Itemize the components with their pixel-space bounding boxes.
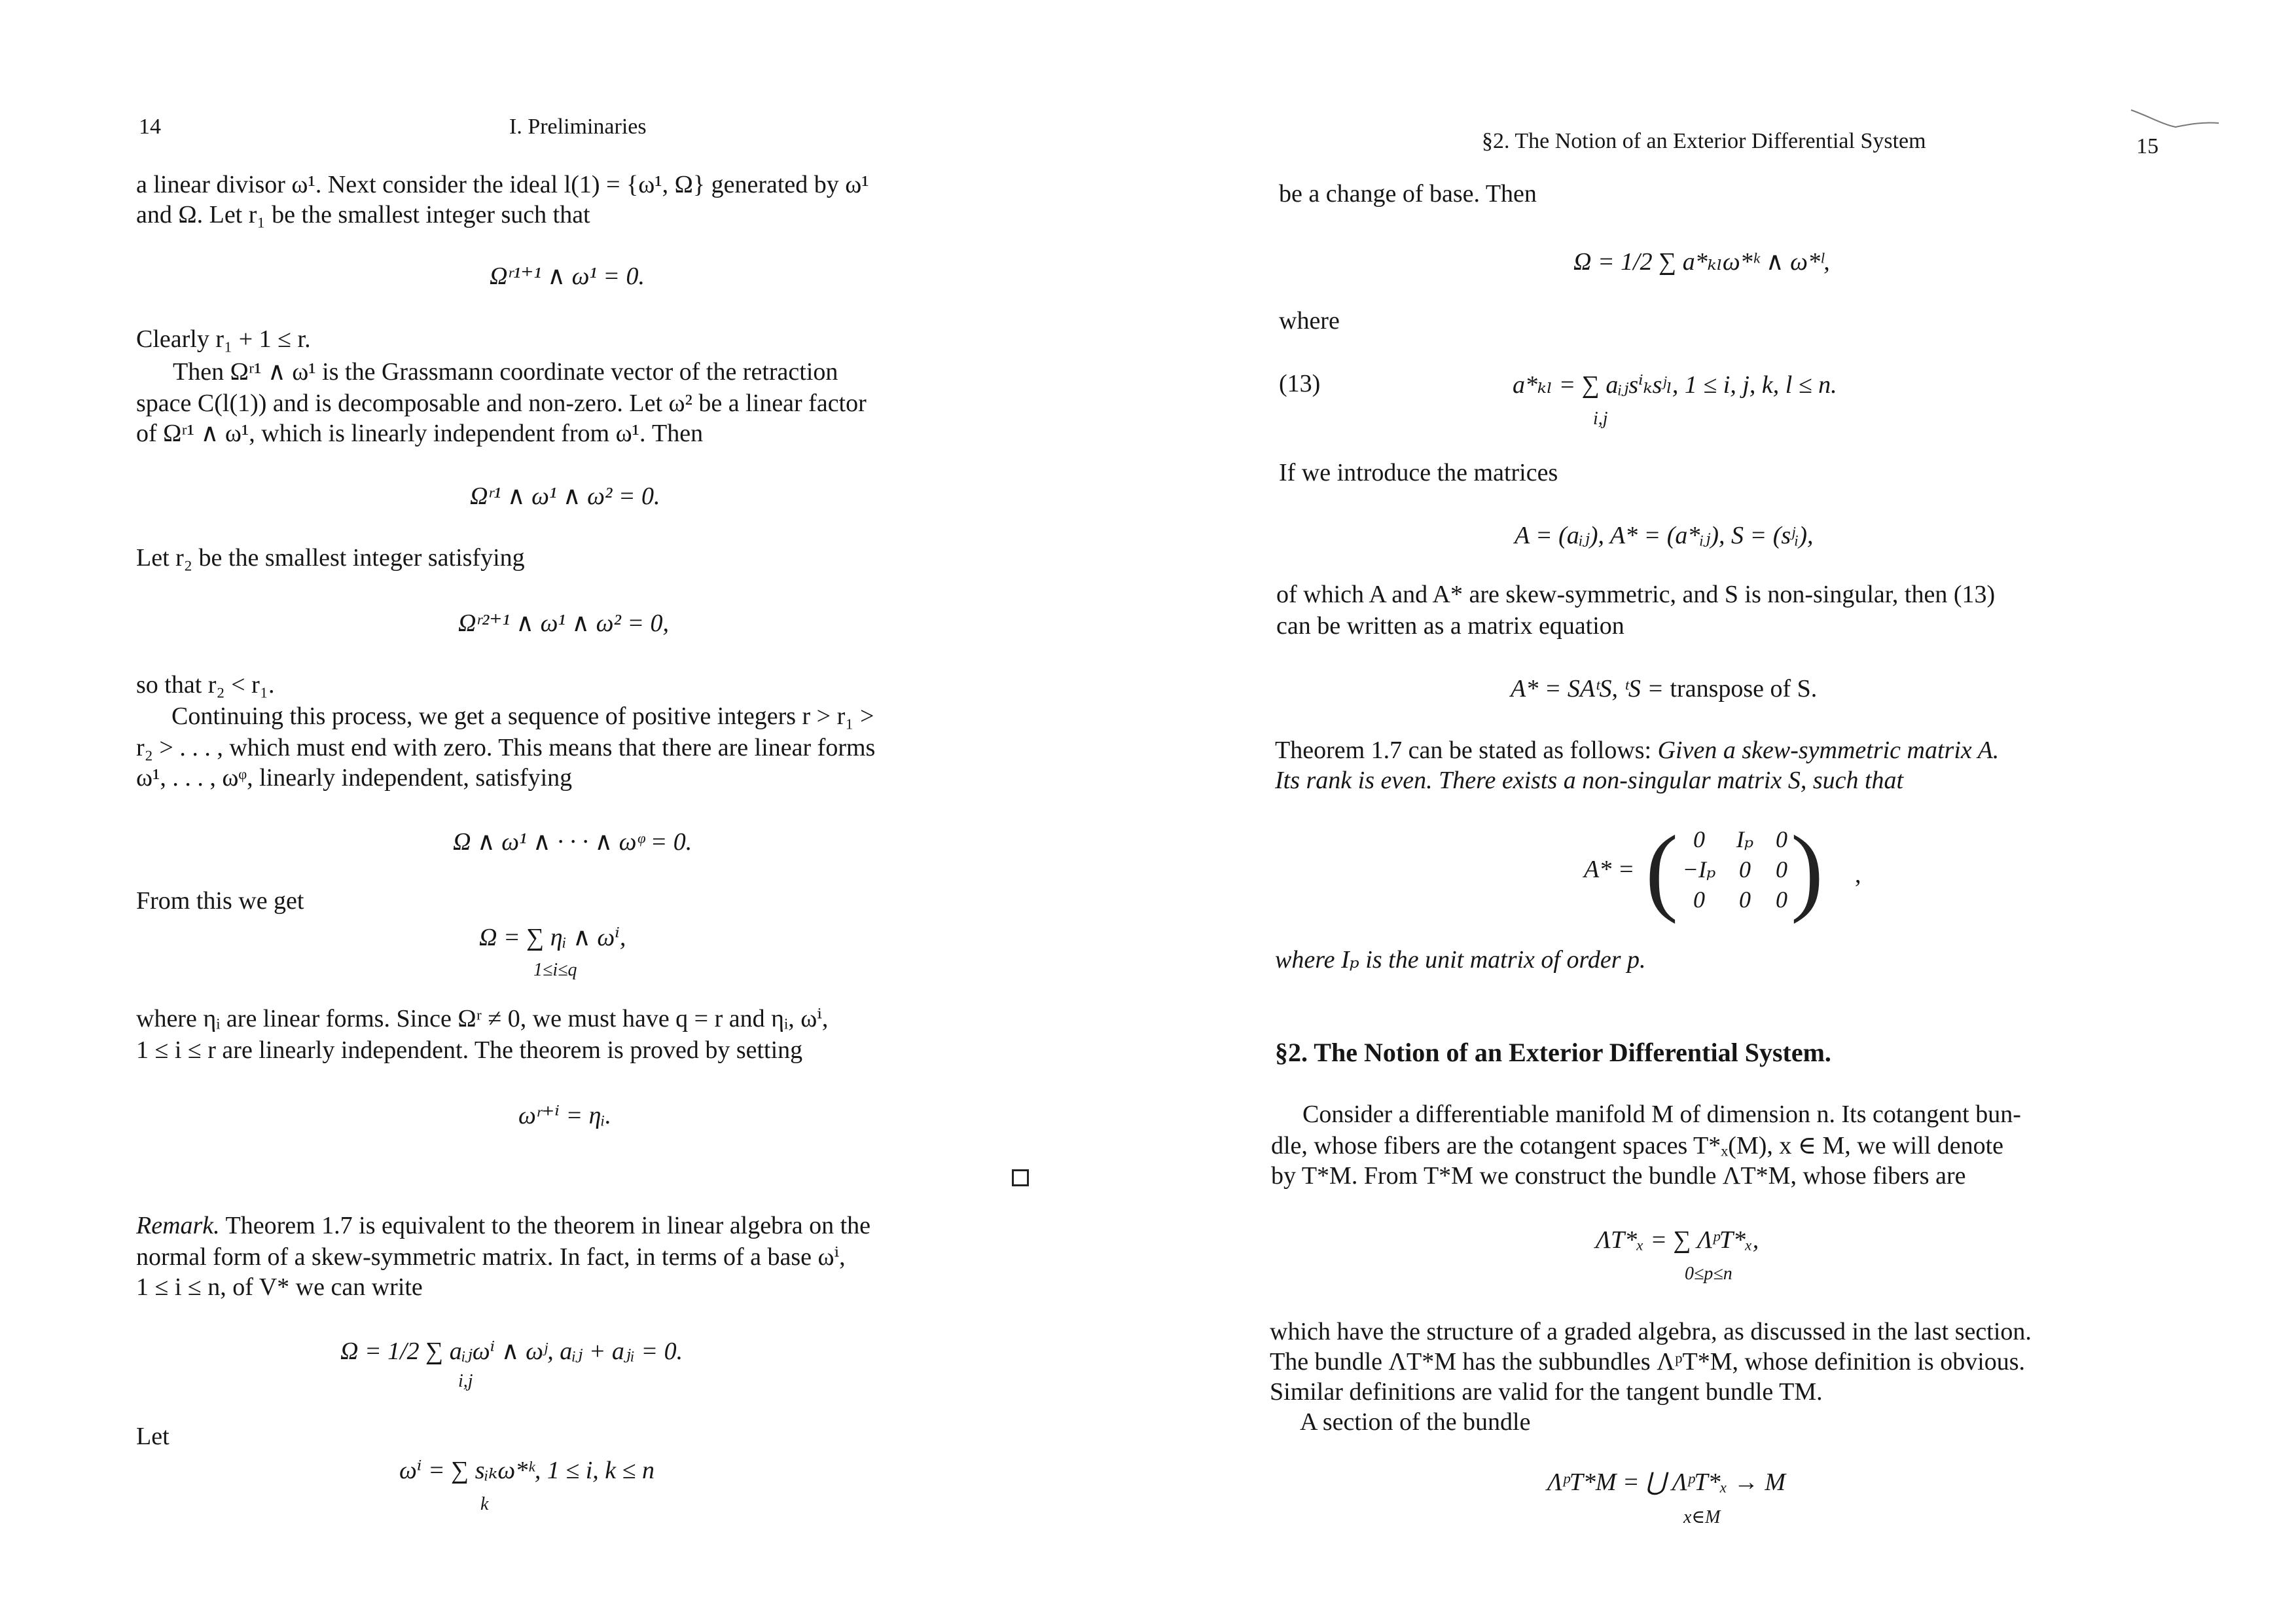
remark-text: Theorem 1.7 is equivalent to the theorem in linear algebra on the <box>219 1212 871 1239</box>
equation: Ω = 1/2 ∑ a*ₖₗω*ᵏ ∧ ω*ˡ, <box>1573 248 1830 276</box>
equation: ΛT*ₓ = ∑ ΛᵖT*ₓ, <box>1596 1226 1759 1254</box>
equation: A = (aᵢⱼ), A* = (a*ᵢⱼ), S = (sʲᵢ), <box>1515 522 1814 549</box>
theorem-statement: Given a skew-symmetric matrix A. <box>1651 737 2000 764</box>
text-line: Then Ωʳ¹ ∧ ω¹ is the Grassmann coordinate vector of the retraction <box>173 358 838 386</box>
qed-square-icon <box>1012 1169 1029 1186</box>
text-line: where <box>1279 307 1340 335</box>
page-number: 15 <box>2136 134 2159 158</box>
equation-subscript: 0≤p≤n <box>1685 1264 1732 1284</box>
matrix-cell: 0 <box>1693 886 1705 913</box>
equation-subscript: i,j <box>1593 409 1608 429</box>
right-page <box>1148 0 2296 1623</box>
remark-label: Remark. <box>136 1212 220 1239</box>
text-line: Let <box>136 1423 170 1450</box>
text-line: If we introduce the matrices <box>1279 459 1558 486</box>
text-line: of which A and A* are skew-symmetric, and S is non-singular, then (13) <box>1276 581 1996 608</box>
text-line: Clearly r₁ + 1 ≤ r. <box>136 325 311 353</box>
running-header: §2. The Notion of an Exterior Differential System <box>1482 129 1926 153</box>
text-line: normal form of a skew-symmetric matrix. In fact, in terms of a base ωⁱ, <box>136 1243 846 1271</box>
matrix <box>1645 816 1823 928</box>
equation-number: (13) <box>1279 370 1321 397</box>
text-line: r₂ > . . . , which must end with zero. This means that there are linear forms <box>136 734 876 761</box>
text-line: From this we get <box>136 887 304 915</box>
text-line: where Iₚ is the unit matrix of order p. <box>1275 946 1646 974</box>
matrix-cell: 0 <box>1776 886 1787 913</box>
matrix-cell: 0 <box>1739 856 1751 883</box>
equation-part: A* = SAᵗS, ᵗS = <box>1511 675 1664 702</box>
equation-subscript: k <box>480 1494 489 1514</box>
equation: Ωʳ¹⁺¹ ∧ ω¹ = 0. <box>490 263 645 290</box>
equation <box>1511 674 1817 703</box>
pencil-mark-icon <box>2130 107 2221 134</box>
text-line: by T*M. From T*M we construct the bundle ΛT*M, whose fibers are <box>1271 1162 1966 1190</box>
text-line: and Ω. Let r₁ be the smallest integer such that <box>136 201 590 228</box>
text-line: a linear divisor ω¹. Next consider the ideal l(1) = {ω¹, Ω} generated by ω¹ <box>136 171 869 198</box>
equation-subscript: 1≤i≤q <box>533 960 577 980</box>
left-paren: ( <box>1645 816 1678 924</box>
text-line: space C(l(1)) and is decomposable and non-zero. Let ω² be a linear factor <box>136 390 867 417</box>
equation: ωʳ⁺ⁱ = ηᵢ. <box>518 1102 611 1129</box>
matrix-cell: 0 <box>1776 826 1787 852</box>
equation: Ωʳ²⁺¹ ∧ ω¹ ∧ ω² = 0, <box>458 610 669 637</box>
text-line: be a change of base. Then <box>1279 180 1537 208</box>
equation-comma: , <box>1855 861 1861 888</box>
running-header: I. Preliminaries <box>509 115 647 139</box>
text-line: where ηᵢ are linear forms. Since Ωʳ ≠ 0, we must have q = r and ηᵢ, ωⁱ, <box>136 1005 829 1032</box>
equation: ΛᵖT*M = ⋃ ΛᵖT*ₓ → M <box>1547 1468 1786 1496</box>
text-line <box>136 1211 870 1240</box>
text-line: Continuing this process, we get a sequence of positive integers r > r₁ > <box>171 702 874 730</box>
theorem-intro: Theorem 1.7 can be stated as follows: <box>1275 737 1652 764</box>
page-number: 14 <box>139 115 161 139</box>
text-line: of Ωʳ¹ ∧ ω¹, which is linearly independent from ω¹. Then <box>136 420 704 447</box>
matrix-cell: −Iₚ <box>1682 856 1716 883</box>
text-line: 1 ≤ i ≤ r are linearly independent. The theorem is proved by setting <box>136 1036 803 1064</box>
equation-subscript: x∈M <box>1683 1507 1721 1527</box>
section-heading: §2. The Notion of an Exterior Differential System. <box>1275 1038 1831 1067</box>
text-line <box>1275 736 1999 765</box>
text-line: ω¹, . . . , ωᵠ, linearly independent, satisfying <box>136 764 573 792</box>
text-line: 1 ≤ i ≤ n, of V* we can write <box>136 1273 423 1301</box>
equation: a*ₖₗ = ∑ aᵢⱼsⁱₖsʲₗ, 1 ≤ i, j, k, l ≤ n. <box>1513 371 1837 399</box>
matrix-lhs: A* = <box>1584 856 1635 883</box>
equation: Ω = ∑ ηᵢ ∧ ωⁱ, <box>479 924 626 951</box>
text-line: The bundle ΛT*M has the subbundles ΛᵖT*M, whose definition is obvious. <box>1270 1348 2026 1376</box>
equation: Ω = 1/2 ∑ aᵢⱼωⁱ ∧ ωʲ, aᵢⱼ + aⱼᵢ = 0. <box>340 1338 683 1365</box>
equation-part: transpose of S. <box>1663 675 1818 702</box>
matrix-cell: 0 <box>1693 826 1705 852</box>
text-line: so that r₂ < r₁. <box>136 671 275 699</box>
equation: Ω ∧ ω¹ ∧ · · · ∧ ωᵠ = 0. <box>453 828 692 856</box>
text-line: Similar definitions are valid for the tangent bundle TM. <box>1270 1378 1823 1406</box>
text-line: Let r₂ be the smallest integer satisfying <box>136 544 525 572</box>
equation: ωⁱ = ∑ sᵢₖω*ᵏ, 1 ≤ i, k ≤ n <box>399 1457 655 1484</box>
equation: Ωʳ¹ ∧ ω¹ ∧ ω² = 0. <box>470 483 660 510</box>
matrix-cell: 0 <box>1776 856 1787 883</box>
text-line: Consider a differentiable manifold M of dimension n. Its cotangent bun- <box>1302 1101 2021 1128</box>
right-paren: ) <box>1791 816 1823 924</box>
text-line: can be written as a matrix equation <box>1276 612 1624 640</box>
text-line: which have the structure of a graded algebra, as discussed in the last section. <box>1270 1318 2032 1345</box>
text-line: Its rank is even. There exists a non-singular matrix S, such that <box>1275 767 1904 794</box>
matrix-cell: 0 <box>1739 886 1751 913</box>
equation-subscript: i,j <box>458 1371 473 1391</box>
text-line: dle, whose fibers are the cotangent spaces T*ₓ(M), x ∈ M, we will denote <box>1271 1132 2004 1159</box>
text-line: A section of the bundle <box>1300 1408 1531 1436</box>
matrix-cell: Iₚ <box>1736 826 1754 852</box>
